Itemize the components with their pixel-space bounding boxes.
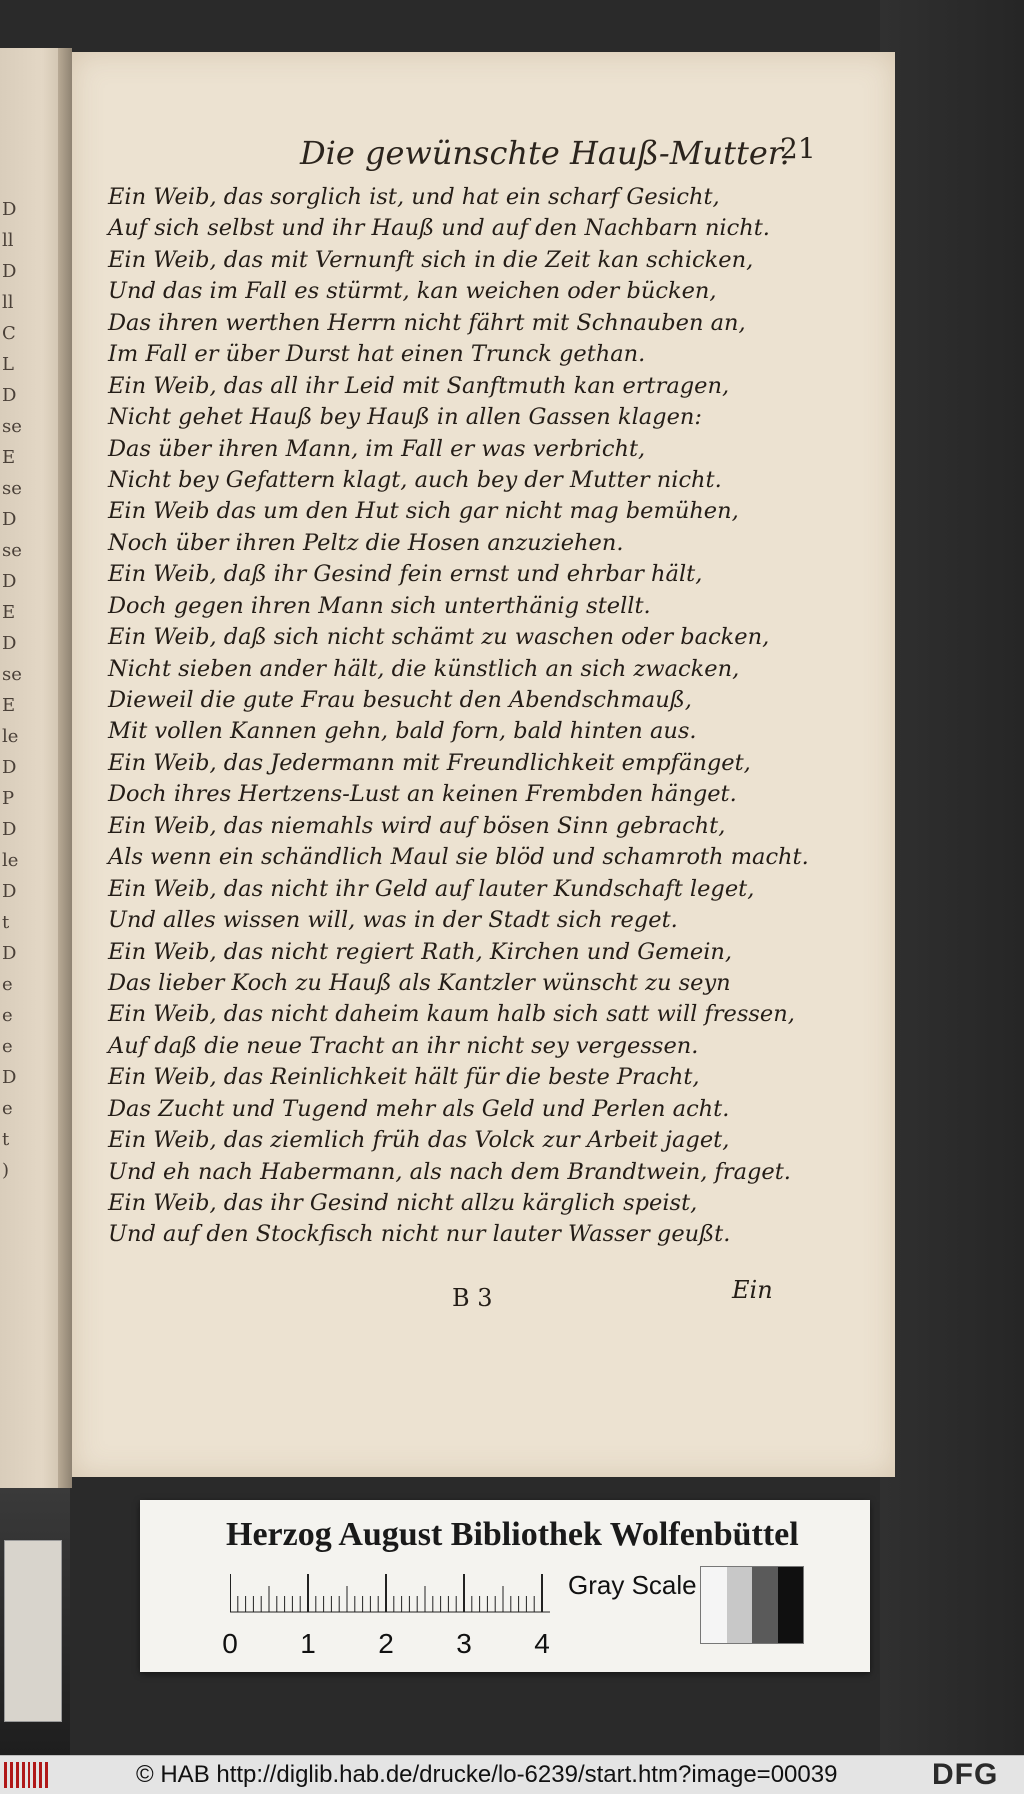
- text-line: Ein Weib, das ihr Gesind nicht allzu kärglich speist,: [108, 1190, 698, 1216]
- facing-page-glyph: D: [2, 1068, 17, 1088]
- facing-page-glyph: e: [2, 1006, 13, 1026]
- facing-page-glyph: se: [2, 541, 22, 561]
- book-page: [72, 52, 895, 1477]
- poem-text: [108, 182, 848, 1251]
- text-line: Doch ihres Hertzens-Lust an keinen Frembden hänget.: [108, 781, 737, 808]
- text-line: Ein Weib, das Reinlichkeit hält für die beste Pracht,: [108, 1064, 700, 1091]
- facing-page-glyph: D: [2, 386, 17, 406]
- text-line: Im Fall er über Durst hat einen Trunck gethan.: [108, 341, 646, 368]
- facing-page-glyph: P: [2, 789, 15, 809]
- text-line: Das lieber Koch zu Hauß als Kantzler wünscht zu seyn: [108, 969, 731, 996]
- text-line: Ein Weib, das Jedermann mit Freundlichkeit empfänget,: [108, 749, 751, 776]
- ruler-number: 2: [378, 1628, 394, 1659]
- text-line: Das über ihren Mann, im Fall er was verbricht,: [108, 435, 646, 462]
- facing-page-glyph: D: [2, 200, 17, 220]
- text-line: Ein Weib, das mit Vernunft sich in die Zeit kan schicken,: [108, 246, 754, 273]
- facing-page-glyph: E: [2, 696, 16, 716]
- facing-page-glyph: ll: [2, 293, 14, 313]
- library-name: Herzog August Bibliothek Wolfenbüttel: [226, 1516, 799, 1553]
- text-line: Ein Weib, daß ihr Gesind fein ernst und ehrbar hält,: [108, 561, 703, 588]
- ruler-scale: [230, 1572, 550, 1622]
- ruler-number: 0: [222, 1628, 238, 1659]
- hab-logo-icon: [4, 1762, 48, 1788]
- gray-swatch: [752, 1567, 778, 1643]
- ruler-number: 4: [534, 1628, 550, 1659]
- facing-page-glyph: t: [2, 1130, 10, 1150]
- facing-page-glyph: D: [2, 882, 17, 902]
- facing-page-glyph: D: [2, 758, 17, 778]
- text-line: Auf daß die neue Tracht an ihr nicht sey vergessen.: [108, 1032, 699, 1059]
- book-spine-label: [4, 1540, 62, 1722]
- text-line: Ein Weib, das nicht ihr Geld auf lauter Kundschaft leget,: [108, 875, 755, 902]
- facing-page-glyph: e: [2, 1099, 13, 1119]
- facing-page-glyph: D: [2, 262, 17, 282]
- text-line: Ein Weib, das nicht regiert Rath, Kirchen und Gemein,: [108, 938, 733, 965]
- signature-mark: B 3: [452, 1284, 493, 1312]
- book-gutter: [58, 48, 72, 1488]
- dfg-logo: DFG: [932, 1758, 999, 1791]
- text-line: Dieweil die gute Frau besucht den Abendschmauß,: [108, 687, 692, 713]
- text-line: Doch gegen ihren Mann sich unterthänig stellt.: [108, 592, 651, 619]
- ruler-number: 1: [300, 1628, 316, 1659]
- text-line: Als wenn ein schändlich Maul sie blöd und schamroth macht.: [108, 844, 809, 871]
- text-line: Das ihren werthen Herrn nicht fährt mit Schnauben an,: [108, 309, 746, 336]
- page-number: 21: [780, 132, 816, 165]
- facing-page-glyph: D: [2, 510, 17, 530]
- facing-page-glyph: ll: [2, 231, 14, 251]
- gray-swatch: [778, 1567, 804, 1643]
- text-line: Nicht sieben ander hält, die künstlich an sich zwacken,: [108, 655, 740, 682]
- facing-page-glyph: E: [2, 603, 16, 623]
- text-line: Und alles wissen will, was in der Stadt sich reget.: [108, 907, 678, 934]
- text-line: Mit vollen Kannen gehn, bald forn, bald hinten aus.: [108, 718, 697, 745]
- text-line: Ein Weib, das nicht daheim kaum halb sich satt will fressen,: [108, 1001, 795, 1028]
- text-line: Auf sich selbst und ihr Hauß und auf den Nachbarn nicht.: [108, 215, 770, 242]
- running-header: Die gewünschte Hauß-Mutter.: [300, 134, 790, 172]
- text-line: Und auf den Stockfisch nicht nur lauter Wasser geußt.: [108, 1221, 731, 1248]
- text-line: Ein Weib, das sorglich ist, und hat ein scharf Gesicht,: [108, 184, 720, 210]
- text-line: Ein Weib, daß sich nicht schämt zu waschen oder backen,: [108, 624, 770, 651]
- catchword: Ein: [732, 1276, 773, 1304]
- copyright-url[interactable]: © HAB http://diglib.hab.de/drucke/lo-6239/start.htm?image=00039: [136, 1761, 838, 1788]
- gray-scale-label: Gray Scale: [568, 1570, 697, 1600]
- facing-page-glyph: le: [2, 727, 19, 747]
- gray-scale-swatches: [700, 1566, 804, 1644]
- facing-page-glyph: L: [2, 355, 14, 375]
- text-line: Ein Weib, das ziemlich früh das Volck zur Arbeit jaget,: [108, 1127, 730, 1154]
- facing-page-glyph: se: [2, 479, 22, 499]
- facing-page-glyph: D: [2, 944, 17, 964]
- text-line: Nicht gehet Hauß bey Hauß in allen Gassen klagen:: [108, 404, 702, 431]
- gray-swatch: [727, 1567, 753, 1643]
- text-line: Nicht bey Gefattern klagt, auch bey der Mutter nicht.: [108, 466, 722, 493]
- facing-page-glyph: e: [2, 975, 13, 995]
- text-line: Ein Weib, das niemahls wird auf bösen Sinn gebracht,: [108, 812, 726, 839]
- footer-bar: [0, 1755, 1024, 1794]
- facing-page-glyph: E: [2, 448, 16, 468]
- text-line: Ein Weib das um den Hut sich gar nicht mag bemühen,: [108, 498, 739, 525]
- facing-page-glyph: se: [2, 417, 22, 437]
- facing-page-glyph: le: [2, 851, 19, 871]
- facing-page-glyph: se: [2, 665, 22, 685]
- text-line: Ein Weib, das all ihr Leid mit Sanftmuth kan ertragen,: [108, 372, 730, 399]
- gray-swatch: [701, 1567, 727, 1643]
- color-reference-card: [140, 1500, 870, 1672]
- facing-page-glyph: e: [2, 1037, 13, 1057]
- background-right: [880, 0, 1024, 1755]
- text-line: Und das im Fall es stürmt, kan weichen oder bücken,: [108, 278, 717, 305]
- facing-page-glyph: ): [2, 1161, 10, 1181]
- facing-page-glyph: D: [2, 572, 17, 592]
- text-line: Und eh nach Habermann, als nach dem Brandtwein, fraget.: [108, 1158, 791, 1185]
- ruler-number: 3: [456, 1628, 472, 1659]
- facing-page-glyph: t: [2, 913, 10, 933]
- facing-page-glyph: D: [2, 634, 17, 654]
- facing-page-glyph: C: [2, 324, 16, 344]
- text-line: Das Zucht und Tugend mehr als Geld und Perlen acht.: [108, 1095, 730, 1122]
- facing-page-glyph: D: [2, 820, 17, 840]
- text-line: Noch über ihren Peltz die Hosen anzuziehen.: [108, 529, 624, 556]
